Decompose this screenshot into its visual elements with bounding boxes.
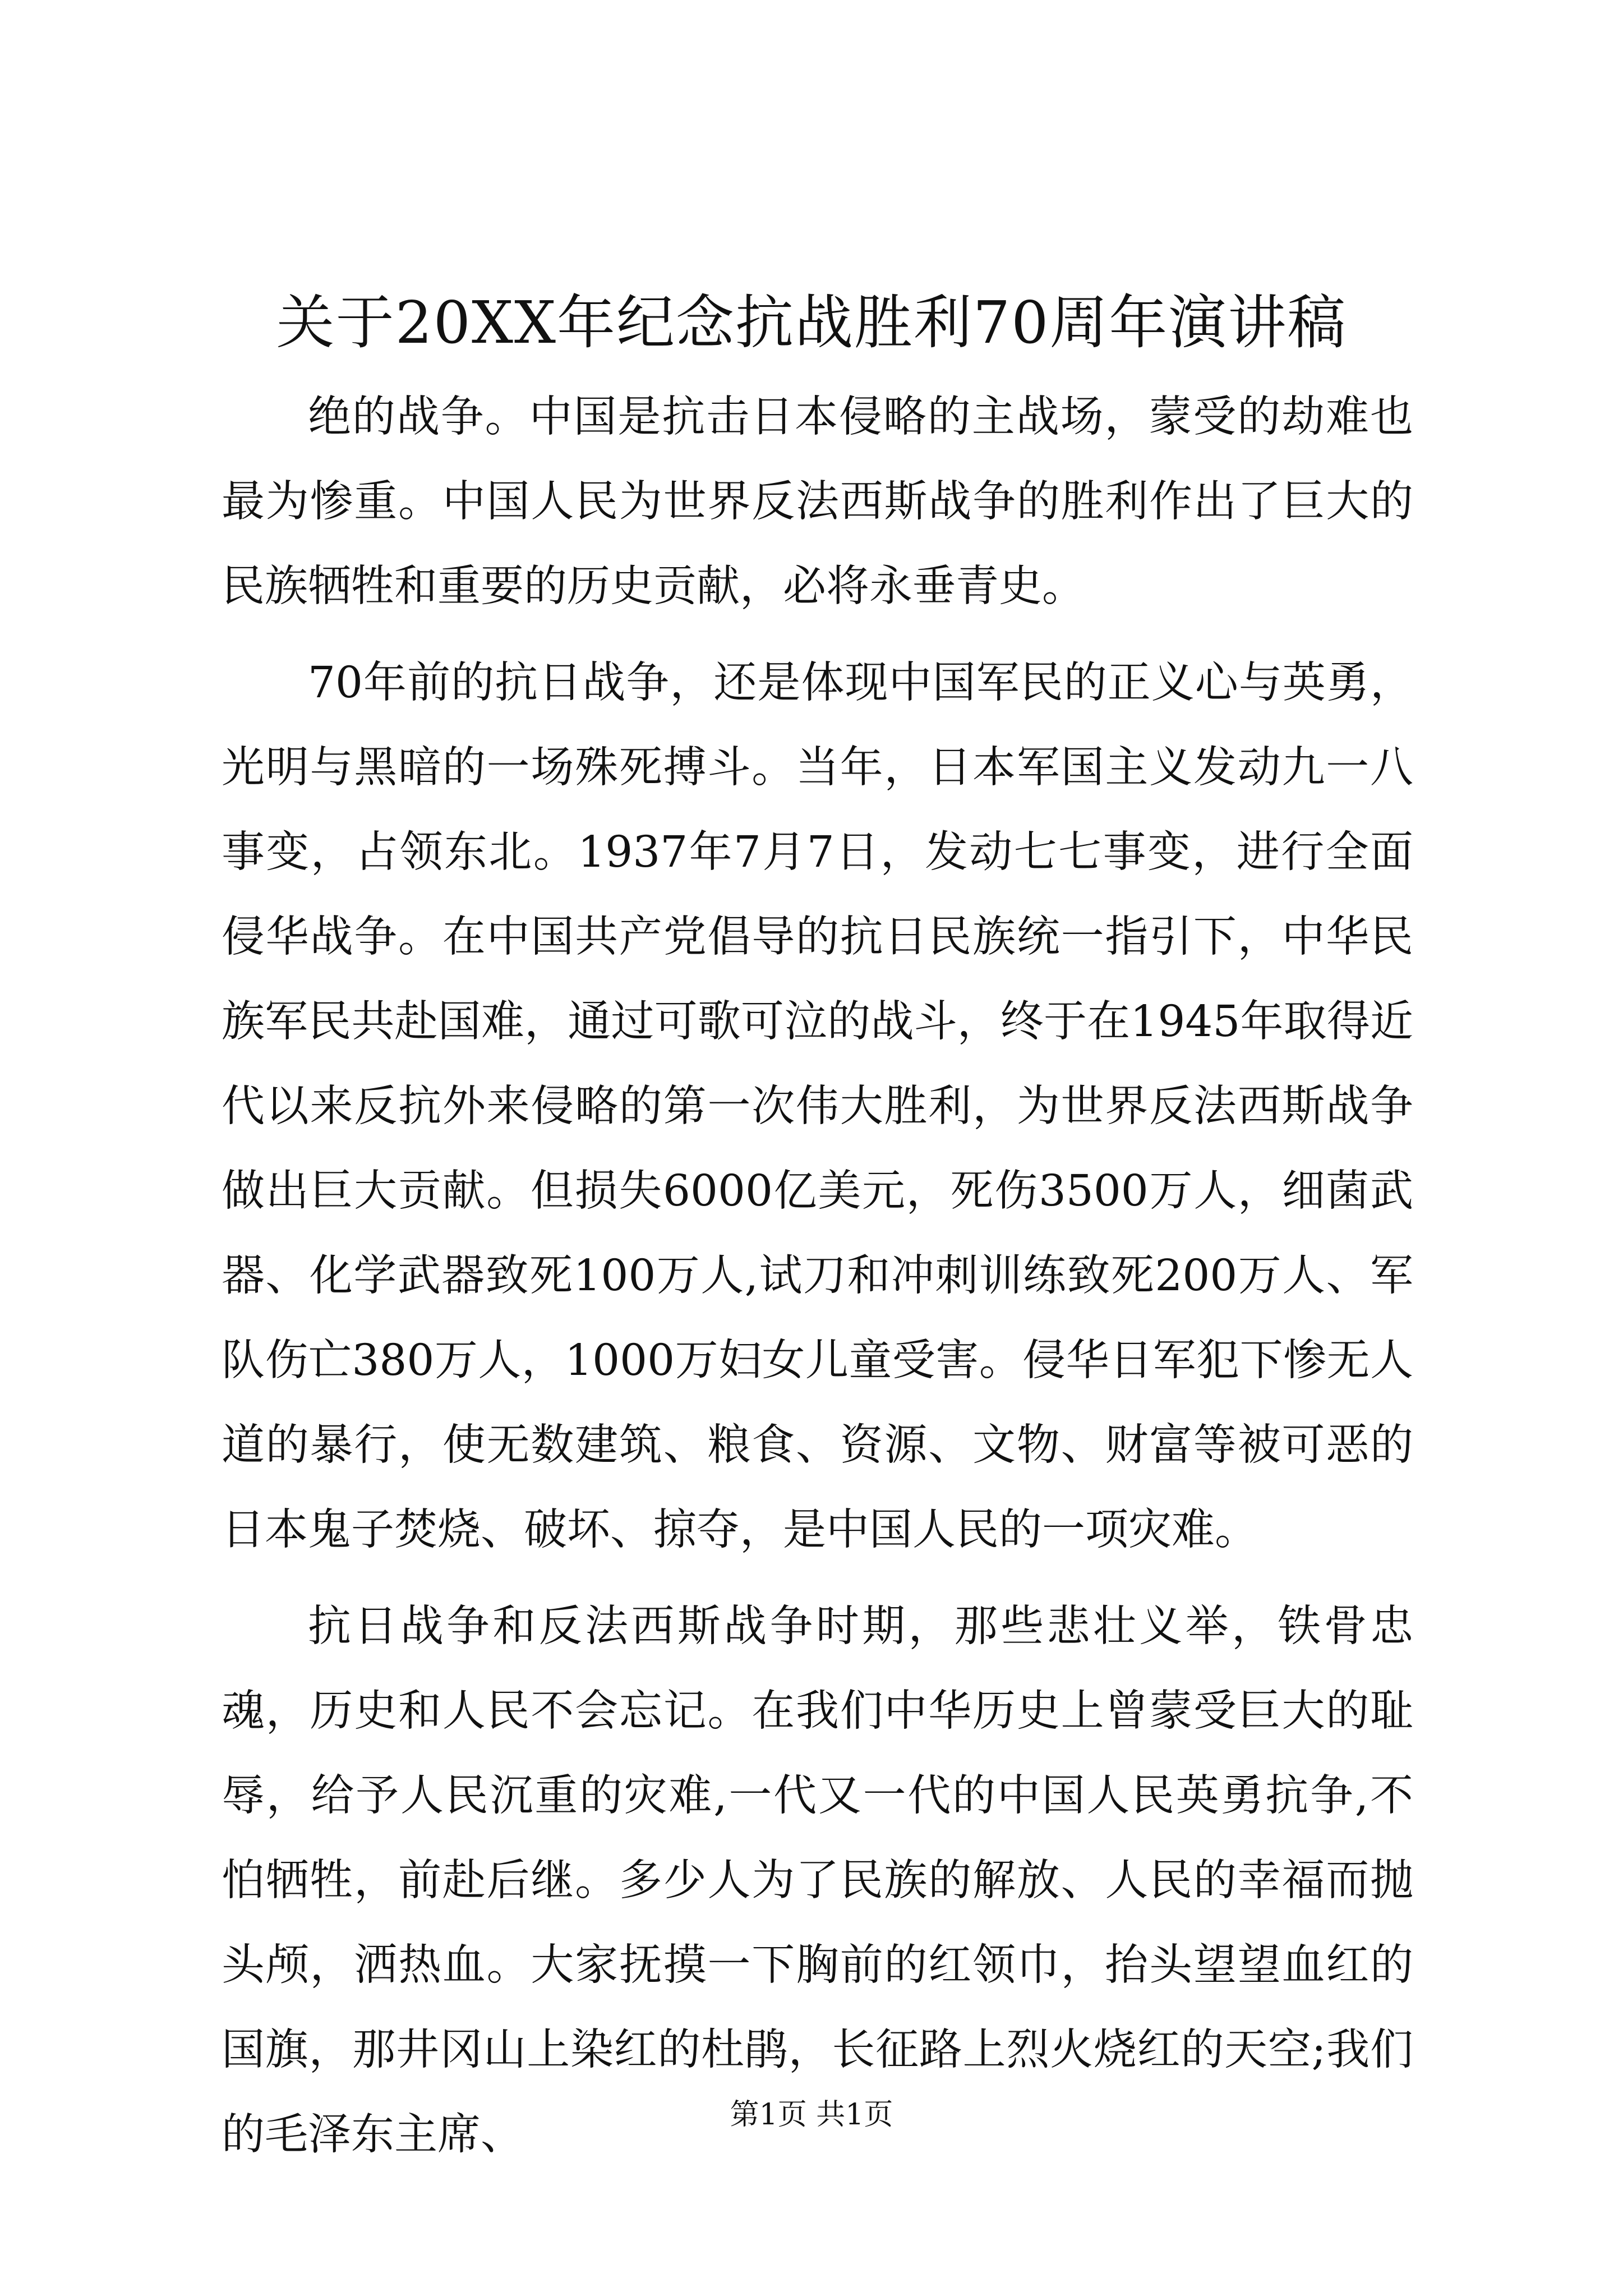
paragraph-2: 70年前的抗日战争，还是体现中国军民的正义心与英勇，光明与黑暗的一场殊死搏斗。当年，日本军国主义发动九一八事变，占领东北。1937年7月7日，发动七七事变，进行全面侵华战争。在中国共产党倡导的抗日民族统一指引下，中华民族军民共赴国难，通过可歌可泣的战斗，终于在1945年取得近代以来反抗外来侵略的第一次伟大胜利，为世界反法西斯战争做出巨大贡献。但损失6000亿美元，死伤3500万人，细菌武器、化学武器致死100万人,试刀和冲刺训练致死200万人、军队伤亡380万人，1000万妇女儿童受害。侵华日军犯下惨无人道的暴行，使无数建筑、粮食、资源、文物、财富等被可恶的日本鬼子焚烧、破坏、掠夺，是中国人民的一项灾难。 xyxy=(222,658,1413,1555)
paragraph-1: 绝的战争。中国是抗击日本侵略的主战场，蒙受的劫难也最为惨重。中国人民为世界反法西斯战争的胜利作出了巨大的民族牺牲和重要的历史贡献，必将永垂青史。 xyxy=(222,392,1413,611)
document-title: 关于20XX年纪念抗战胜利70周年演讲稿 xyxy=(276,288,1347,357)
paragraph-3: 抗日战争和反法西斯战争时期，那些悲壮义举，铁骨忠魂，历史和人民不会忘记。在我们中华历史上曾蒙受巨大的耻辱，给予人民沉重的灾难,一代又一代的中国人民英勇抗争,不怕牺牲，前赴后继。多少人为了民族的解放、人民的幸福而抛头颅，洒热血。大家抚摸一下胸前的红领巾，抬头望望血红的国旗，那井冈山上染红的杜鹃，长征路上烈火烧红的天空;我们的毛泽东主席、 xyxy=(222,1602,1413,2160)
document-body xyxy=(222,375,1413,2189)
page-number-footer: 第1页 共1页 xyxy=(730,2098,893,2132)
